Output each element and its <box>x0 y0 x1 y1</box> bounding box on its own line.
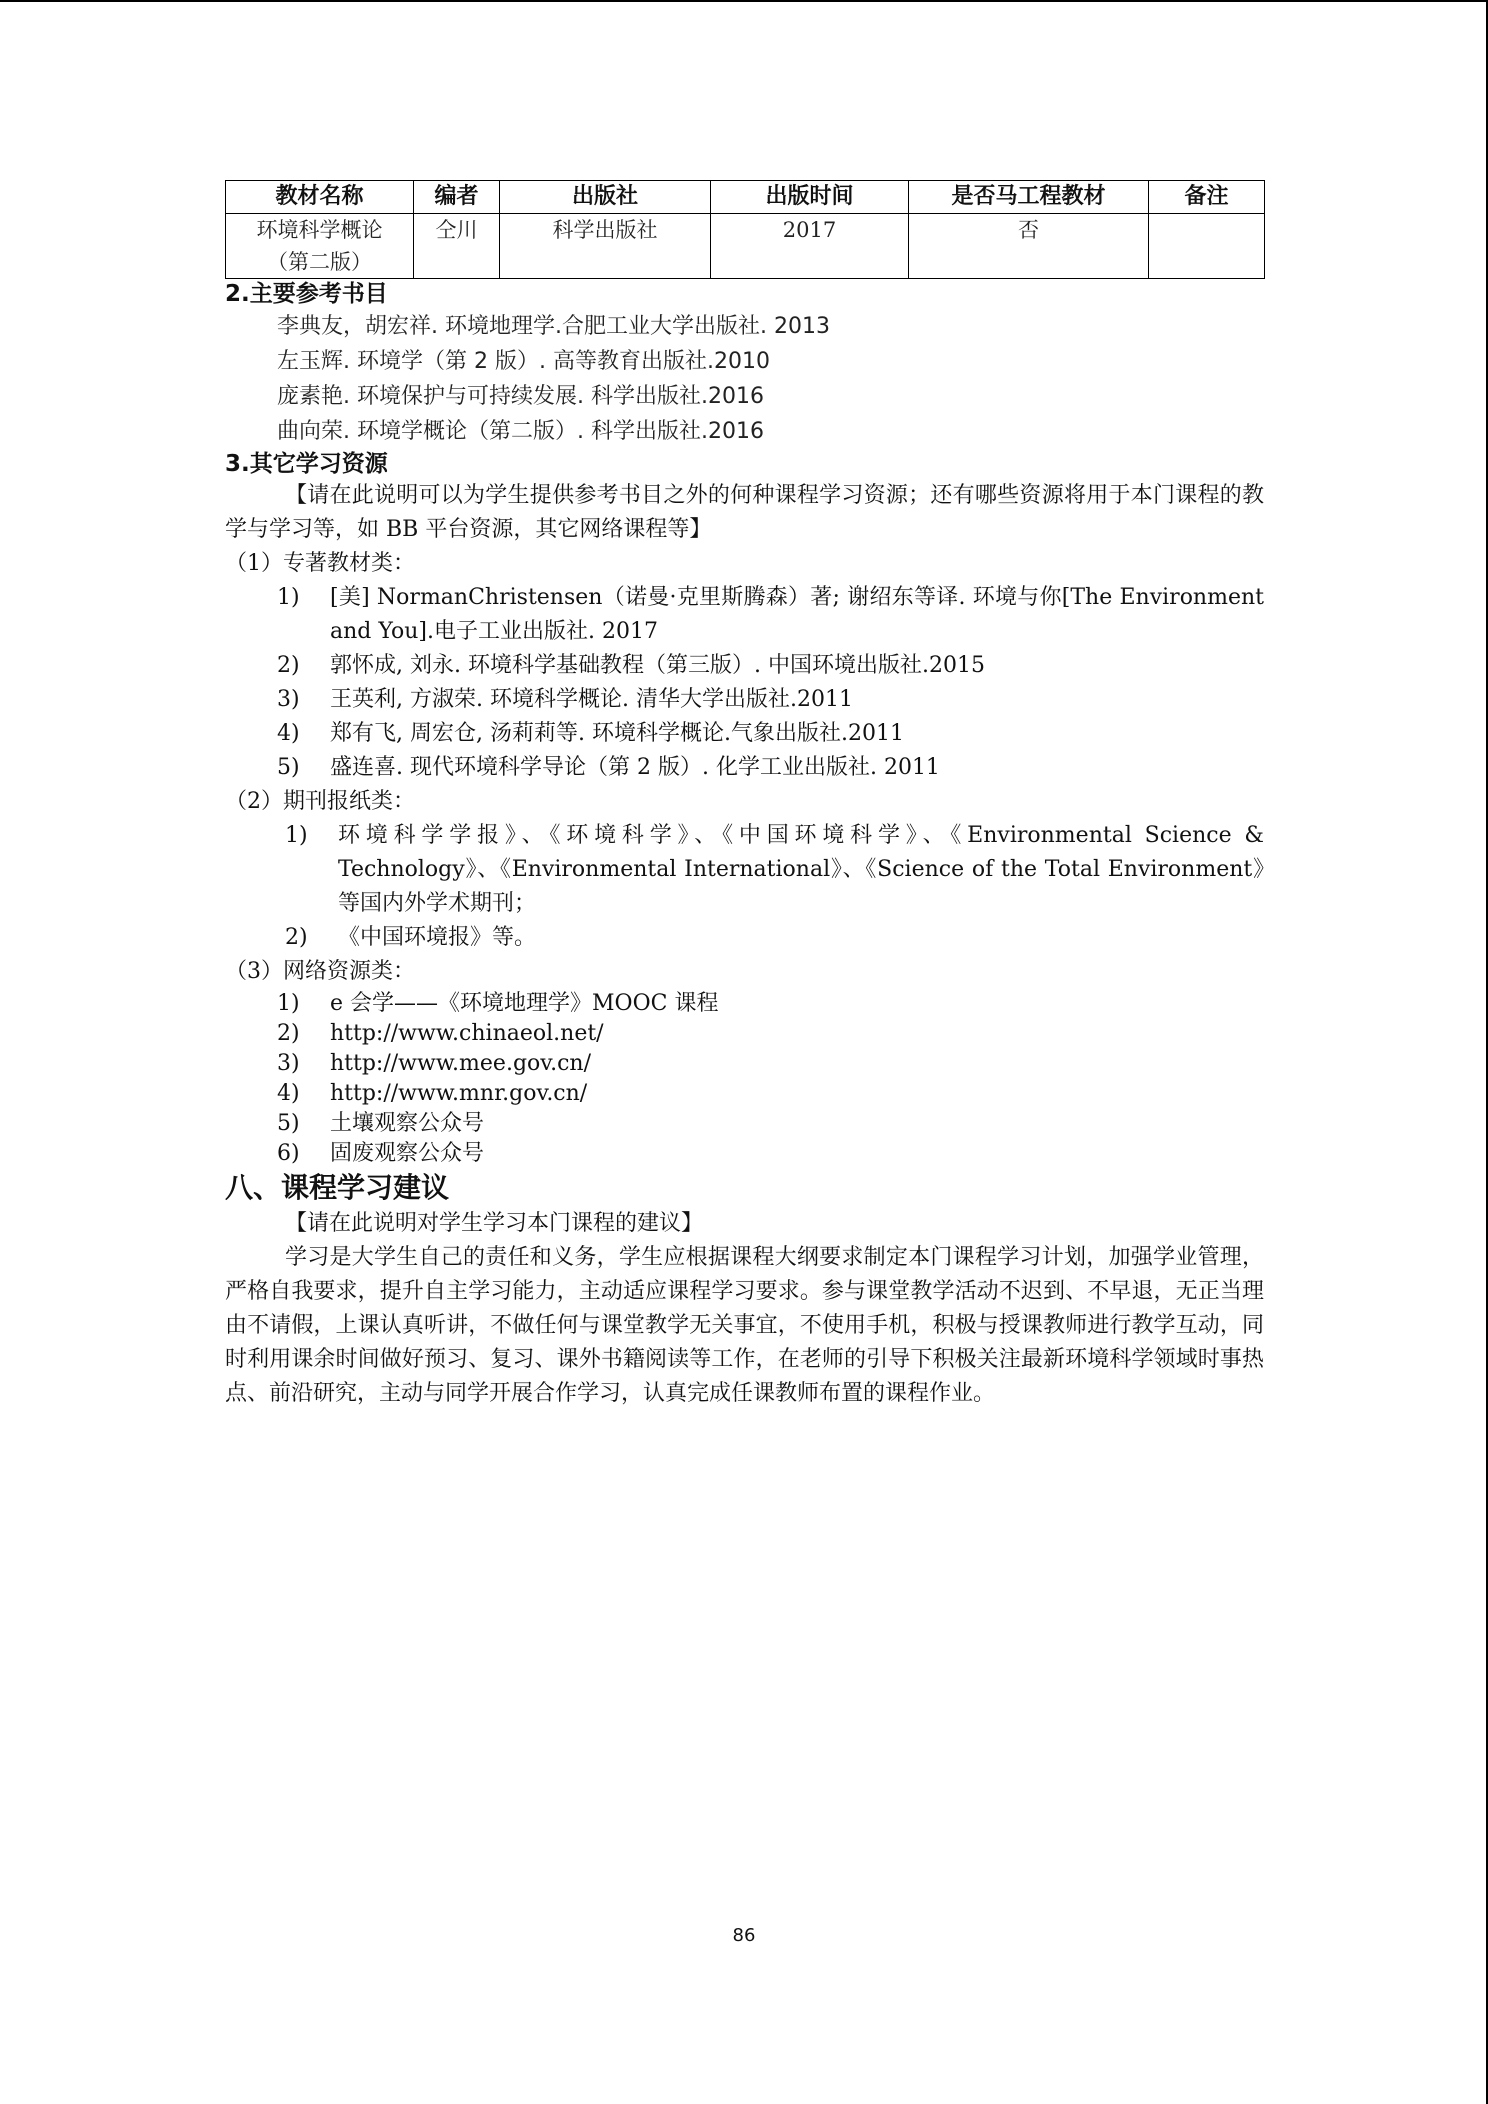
main-references-list <box>225 309 1264 449</box>
document-content <box>225 180 1264 1411</box>
list-item <box>225 581 1264 649</box>
textbook-name-line2: （第二版） <box>267 250 372 274</box>
header-editor: 编者 <box>414 181 500 214</box>
textbook-name-line1: 环境科学概论 <box>256 218 383 242</box>
monographs-list <box>225 581 1264 785</box>
list-item: 左玉辉. 环境学（第 2 版）. 高等教育出版社.2010 <box>277 349 770 374</box>
item-number: 2) <box>277 653 300 678</box>
item-text: 土壤观察公众号 <box>330 1111 485 1136</box>
section-other-resources-title: 3.其它学习资源 <box>225 451 388 477</box>
journals-heading: （2）期刊报纸类： <box>225 789 415 814</box>
item-number: 1) <box>277 991 300 1016</box>
web-link[interactable]: http://www.mee.gov.cn/ <box>330 1051 591 1076</box>
web-link[interactable]: http://www.mnr.gov.cn/ <box>330 1081 588 1106</box>
item-text: 王英利, 方淑荣. 环境科学概论. 清华大学出版社.2011 <box>330 687 853 712</box>
journals-list <box>225 819 1264 955</box>
textbook-table <box>225 180 1265 279</box>
item-number: 2) <box>277 1021 300 1046</box>
cell-is-mgc: 否 <box>909 214 1149 279</box>
cell-editor: 仝川 <box>414 214 500 279</box>
monographs-heading: （1）专著教材类： <box>225 551 415 576</box>
web-resources-heading: （3）网络资源类： <box>225 959 415 984</box>
list-item <box>225 1019 1264 1049</box>
item-number: 5) <box>277 755 300 780</box>
cell-year: 2017 <box>711 214 909 279</box>
cell-textbook-name <box>226 214 414 279</box>
list-item: 曲向荣. 环境学概论（第二版）. 科学出版社.2016 <box>277 419 764 444</box>
header-is-mgc: 是否马工程教材 <box>909 181 1149 214</box>
study-advice-body: 学习是大学生自己的责任和义务，学生应根据课程大纲要求制定本门课程学习计划，加强学业管理，严格自我要求，提升自主学习能力，主动适应课程学习要求。参与课堂教学活动不迟到、不早退，无正当理由不请假，上课认真听讲，不做任何与课堂教学无关事宜，不使用手机，积极与授课教师进行教学互动，同时利用课余时间做好预习、复习、课外书籍阅读等工作，在老师的引导下积极关注最新环境科学领域时事热点、前沿研究，主动与同学开展合作学习，认真完成任课教师布置的课程作业。 <box>225 1245 1264 1406</box>
cell-remark <box>1149 214 1265 279</box>
table-row <box>226 214 1265 279</box>
item-number: 1) <box>277 585 300 610</box>
header-remark: 备注 <box>1149 181 1265 214</box>
header-publish-time: 出版时间 <box>711 181 909 214</box>
list-item <box>225 1049 1264 1079</box>
list-item: 李典友，胡宏祥. 环境地理学.合肥工业大学出版社. 2013 <box>277 314 830 339</box>
page-top-border <box>0 0 1488 2</box>
item-number: 3) <box>277 687 300 712</box>
list-item <box>225 649 1264 683</box>
web-link[interactable]: http://www.chinaeol.net/ <box>330 1021 604 1046</box>
header-publisher: 出版社 <box>500 181 711 214</box>
item-number: 4) <box>277 1081 300 1106</box>
table-header-row <box>226 181 1265 214</box>
item-text: 郭怀成, 刘永. 环境科学基础教程（第三版）. 中国环境出版社.2015 <box>330 653 985 678</box>
list-item: 庞素艳. 环境保护与可持续发展. 科学出版社.2016 <box>277 384 764 409</box>
item-text: [美] NormanChristensen（诺曼·克里斯腾森）著; 谢绍东等译. 环境与你[The Environment and You].电子工业出版社. 2017 <box>330 585 1264 644</box>
item-number: 1) <box>285 823 308 848</box>
section-study-advice-title: 八、课程学习建议 <box>225 1171 450 1204</box>
item-text: 环境科学学报》、《环境科学》、《中国环境科学》、《Environmental Science & Technology》、《Environmental International》、《Science of the Total Environment》等国内外学术期刊； <box>338 823 1264 916</box>
list-item <box>225 717 1264 751</box>
item-number: 5) <box>277 1111 300 1136</box>
cell-publisher: 科学出版社 <box>500 214 711 279</box>
list-item <box>225 683 1264 717</box>
list-item <box>225 1079 1264 1109</box>
list-item <box>225 819 1264 921</box>
list-item <box>225 1109 1264 1139</box>
item-number: 4) <box>277 721 300 746</box>
study-advice-note: 【请在此说明对学生学习本门课程的建议】 <box>285 1211 704 1236</box>
item-text: 固废观察公众号 <box>330 1141 485 1166</box>
item-number: 3) <box>277 1051 300 1076</box>
list-item <box>225 989 1264 1019</box>
list-item <box>225 751 1264 785</box>
item-text: 盛连喜. 现代环境科学导论（第 2 版）. 化学工业出版社. 2011 <box>330 755 940 780</box>
other-resources-intro: 【请在此说明可以为学生提供参考书目之外的何种课程学习资源；还有哪些资源将用于本门课程的教学与学习等，如 BB 平台资源，其它网络课程等】 <box>225 483 1264 542</box>
list-item <box>225 921 1264 955</box>
web-resources-list <box>225 989 1264 1169</box>
page-number: 86 <box>732 1925 756 1946</box>
list-item <box>225 1139 1264 1169</box>
item-text: e 会学——《环境地理学》MOOC 课程 <box>330 991 719 1016</box>
header-textbook-name: 教材名称 <box>226 181 414 214</box>
item-number: 2) <box>285 925 308 950</box>
item-text: 郑有飞, 周宏仓, 汤莉莉等. 环境科学概论.气象出版社.2011 <box>330 721 904 746</box>
section-main-references-title: 2.主要参考书目 <box>225 281 388 307</box>
item-number: 6) <box>277 1141 300 1166</box>
item-text: 《中国环境报》等。 <box>338 925 537 950</box>
